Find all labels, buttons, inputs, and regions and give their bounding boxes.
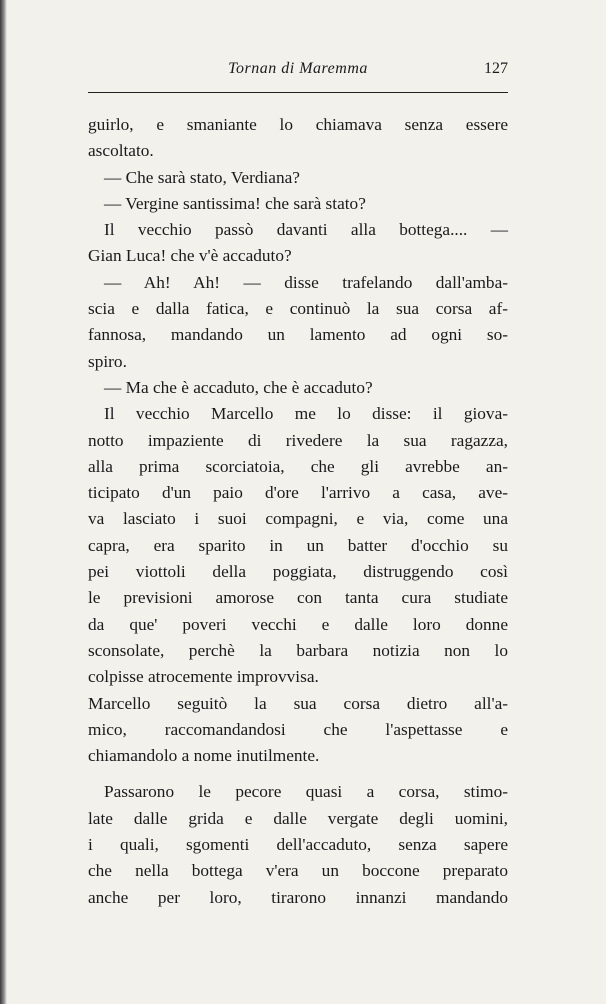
- text-line: scia e dalla fatica, e continuò la sua corsa af-: [88, 299, 508, 319]
- text-line: i quali, sgomenti dell'accaduto, senza sapere: [88, 835, 508, 855]
- text-line: guirlo, e smaniante lo chiamava senza essere: [88, 115, 508, 134]
- text-line: spiro.: [88, 351, 127, 371]
- text-line: sconsolate, perchè la barbara notizia non lo: [88, 640, 508, 660]
- text-line: mico, raccomandandosi che l'aspettasse e: [88, 719, 508, 739]
- text-line: alla prima scorciatoia, che gli avrebbe an-: [88, 456, 508, 476]
- text-line: Il vecchio passò davanti alla bottega.... —: [104, 220, 508, 240]
- text-line: Passarono le pecore quasi a corsa, stimo-: [104, 782, 508, 802]
- text-line: chiamandolo a nome inutilmente.: [88, 746, 320, 766]
- page-header: [88, 60, 508, 84]
- text-line: — Vergine santissima! che sarà stato?: [104, 193, 366, 213]
- text-line: fannosa, mandando un lamento ad ogni so-: [88, 325, 508, 345]
- text-line: — Ma che è accaduto, che è accaduto?: [104, 377, 373, 397]
- text-line: — Ah! Ah! — disse trafelando dall'amba-: [104, 272, 508, 292]
- text-line: ascoltato.: [88, 141, 154, 161]
- text-line: pei viottoli della poggiata, distruggendo così: [88, 562, 508, 582]
- text-line: le previsioni amorose con tanta cura studiate: [88, 588, 508, 608]
- text-line: late dalle grida e dalle vergate degli uomini,: [88, 808, 508, 828]
- page-number: 127: [484, 60, 508, 77]
- text-line: colpisse atrocemente improvvisa.: [88, 667, 319, 687]
- text-line: capra, era sparito in un batter d'occhio su: [88, 535, 508, 555]
- text-line: anche per loro, tirarono innanzi mandando: [88, 887, 508, 907]
- text-line: va lasciato i suoi compagni, e via, come una: [88, 509, 508, 529]
- text-line: che nella bottega v'era un boccone preparato: [88, 861, 508, 881]
- text-line: Marcello seguitò la sua corsa dietro all'a-: [88, 693, 508, 713]
- text-line: ticipato d'un paio d'ore l'arrivo a casa, ave-: [88, 483, 508, 503]
- header-rule: [88, 92, 508, 93]
- text-line: da que' poveri vecchi e dalle loro donne: [88, 614, 508, 634]
- body-text: [88, 112, 508, 911]
- text-line: Gian Luca! che v'è accaduto?: [88, 246, 292, 266]
- book-spine-shadow: [0, 0, 7, 1004]
- text-line: — Che sarà stato, Verdiana?: [104, 167, 300, 187]
- running-title: Tornan di Maremma: [228, 60, 368, 77]
- text-line: notto impaziente di rivedere la sua ragazza,: [88, 430, 508, 450]
- text-line: Il vecchio Marcello me lo disse: il giova-: [104, 404, 508, 424]
- paragraph-gap: [88, 769, 508, 779]
